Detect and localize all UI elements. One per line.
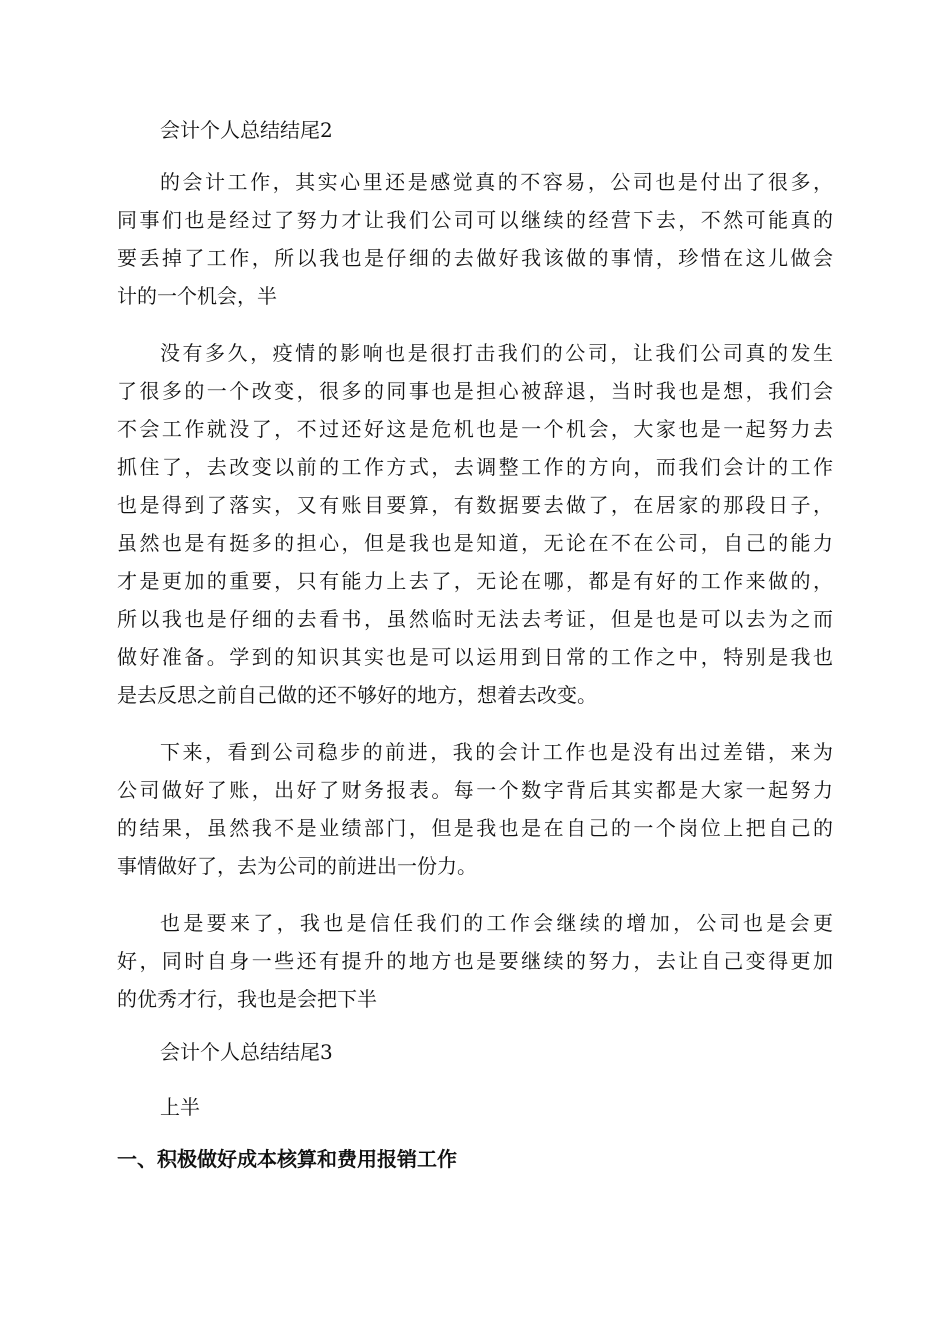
paragraph-line: 没有多久，疫情的影响也是很打击我们的公司，让我们公司真的发生 — [160, 341, 833, 365]
paragraph-line: 做好准备。学到的知识其实也是可以运用到日常的工作之中，特别是我也 — [117, 645, 833, 669]
paragraph-line: 的结果，虽然我不是业绩部门，但是我也是在自己的一个岗位上把自己的 — [117, 816, 833, 840]
section-title: 一、积极做好成本核算和费用报销工作 — [117, 1147, 457, 1171]
section-heading-2: 会计个人总结结尾2 — [160, 118, 333, 142]
paragraph-line: 同事们也是经过了努力才让我们公司可以继续的经营下去，不然可能真的 — [117, 208, 833, 232]
paragraph-line: 不会工作就没了，不过还好这是危机也是一个机会，大家也是一起努力去 — [117, 417, 833, 441]
paragraph-line: 下来，看到公司稳步的前进，我的会计工作也是没有出过差错，来为 — [160, 740, 833, 764]
paragraph-line: 才是更加的重要，只有能力上去了，无论在哪，都是有好的工作来做的， — [117, 569, 833, 593]
paragraph-line: 计的一个机会，半 — [117, 284, 277, 308]
paragraph-line: 好，同时自身一些还有提升的地方也是要继续的努力，去让自己变得更加 — [117, 949, 833, 973]
paragraph-line: 公司做好了账，出好了财务报表。每一个数字背后其实都是大家一起努力 — [117, 778, 833, 802]
subheading: 上半 — [160, 1095, 200, 1119]
paragraph-line: 抓住了，去改变以前的工作方式，去调整工作的方向，而我们会计的工作 — [117, 455, 833, 479]
paragraph-line: 是去反思之前自己做的还不够好的地方，想着去改变。 — [117, 683, 597, 707]
paragraph-line: 虽然也是有挺多的担心，但是我也是知道，无论在不在公司，自己的能力 — [117, 531, 833, 555]
paragraph-line: 所以我也是仔细的去看书，虽然临时无法去考证，但是也是可以去为之而 — [117, 607, 833, 631]
paragraph-line: 的优秀才行，我也是会把下半 — [117, 987, 377, 1011]
section-heading-3: 会计个人总结结尾3 — [160, 1040, 333, 1064]
paragraph-line: 也是得到了落实，又有账目要算，有数据要去做了，在居家的那段日子， — [117, 493, 833, 517]
paragraph-line: 了很多的一个改变，很多的同事也是担心被辞退，当时我也是想，我们会 — [117, 379, 833, 403]
paragraph-line: 事情做好了，去为公司的前进出一份力。 — [117, 854, 477, 878]
paragraph-line: 要丢掉了工作，所以我也是仔细的去做好我该做的事情，珍惜在这儿做会 — [117, 246, 833, 270]
paragraph-line: 也是要来了，我也是信任我们的工作会继续的增加，公司也是会更 — [160, 911, 833, 935]
paragraph-line: 的会计工作，其实心里还是感觉真的不容易，公司也是付出了很多， — [160, 170, 833, 194]
